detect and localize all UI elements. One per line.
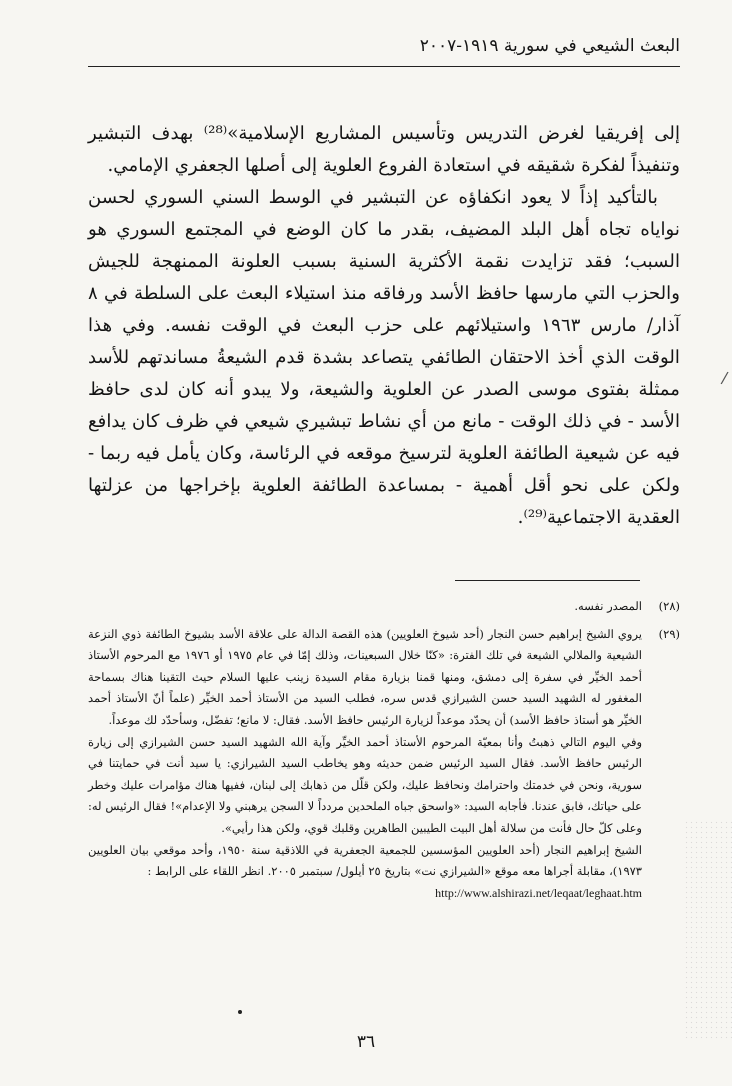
running-title: البعث الشيعي في سورية ١٩١٩-٢٠٠٧ bbox=[419, 36, 680, 56]
footnote-rule bbox=[455, 580, 640, 581]
footnote-body bbox=[88, 624, 642, 905]
running-header bbox=[0, 30, 732, 64]
footnote bbox=[88, 596, 680, 618]
footnote-number: (٢٨) bbox=[658, 599, 680, 613]
footnote-paragraph: يروي الشيخ إبراهيم حسن النجار (أحد شيوخ العلويين) هذه القصة الدالة على علاقة الأسد بشيوخ الطائفة ذوي النزعة الشيعية والملالي الشيعة في تلك الفترة: «كنّا خلال السبعينات، وذلك إمّا في عام ١٩٧٥ أو ١٩٧٦ مع المرحوم الأستاذ أحمد الخيِّر في سفرة إلى دمشق، ومنها قمنا بزيارة مقام السيدة زينب عليها السلام حيث التقينا هناك بسماحة المغفور له الشهيد السيد حسن الشيرازي قدس سره، فطلب السيد من الأستاذ أحمد الخيِّر (علماً أنّ الأستاذ أحمد الخيِّر هو أستاذ حافظ الأسد) أن يحدّد موعداً لزيارة الرئيس حافظ الأسد. فقال: لا مانع؛ تفضّل، وسأحدّد لك موعداً. bbox=[88, 626, 642, 727]
footnote-number: (٢٩) bbox=[658, 626, 680, 641]
header-rule bbox=[88, 66, 680, 67]
page-number: ٣٦ bbox=[356, 1032, 376, 1052]
footnotes bbox=[88, 596, 680, 910]
body-text bbox=[88, 118, 680, 534]
footnote bbox=[88, 624, 680, 905]
footnote-url: http://www.alshirazi.net/leqaat/leghaat.htm bbox=[435, 885, 642, 900]
footnote-paragraph: الشيخ إبراهيم النجار (أحد العلويين المؤسسين للجمعية الجعفرية في اللاذقية سنة ١٩٥٠، وأحد موقعي بيان العلويين ١٩٧٣)، مقابلة أجراها معه موقع «الشيرازي نت» بتاريخ ٢٥ أيلول/ سبتمبر ٢٠٠٥. انظر اللقاء على الرابط : bbox=[88, 842, 642, 879]
footnote-paragraph: المصدر نفسه. bbox=[574, 599, 642, 613]
body-paragraph: إلى إفريقيا لغرض التدريس وتأسيس المشاريع الإسلامية»⁽²⁸⁾ بهدف التبشير وتنفيذاً لفكرة شقيقه في استعادة الفروع العلوية إلى أصلها الجعفري الإمامي. bbox=[88, 123, 680, 176]
footnote-body bbox=[88, 596, 642, 618]
footnote-paragraph: وفي اليوم التالي ذهبتُ وأنا بمعيّة المرحوم الأستاذ أحمد الخيِّر وآية الله الشهيد السيد حسن الشيرازي إلى زيارة الرئيس حافظ الأسد. فقال السيد الرئيس ضمن حديثه وهو يخاطب السيد الشيرازي: يا سيد أنت في حمايتنا في سورية، ونحن في خدمتك واحترامك ونحافظ عليك، ولكن قلّل من ذهابك إلى لبنان، ففيها هناك مؤامرات عليك وخطر على حياتك، فابق عندنا. فأجابه السيد: «واسحق جباه الملحدين مردداً لا السجن يرهبني ولا الإعدام»! فقال الرئيس له: وعلى كلّ حال فأنت من سلالة أهل البيت الطيبين الطاهرين وقلبك قوي، ولكن هذا رأيي». bbox=[88, 734, 643, 835]
margin-pencil-mark: / bbox=[720, 367, 730, 388]
ink-dot bbox=[238, 1010, 242, 1014]
scan-speckle bbox=[684, 820, 732, 1040]
body-paragraph: بالتأكيد إذاً لا يعود انكفاؤه عن التبشير في الوسط السني السوري لحسن نواياه تجاه أهل البلد المضيف، بقدر ما كان الوضع في المجتمع السوري هو السبب؛ فقد تزايدت نقمة الأكثرية السنية بسبب العلونة الممنهجة للجيش والحزب التي مارسها حافظ الأسد ورفاقه منذ استيلاء البعث على السلطة في ٨ آذار/ مارس ١٩٦٣ واستيلائهم على حزب البعث في الوقت نفسه. وفي هذا الوقت الذي أخذ الاحتقان الطائفي يتصاعد بشدة قدم الشيعةُ مساندتهم للأسد ممثلة بفتوى موسى الصدر عن العلوية والشيعة، ولا يبدو أنه كان لدى حافظ الأسد - في ذلك الوقت - مانع من أي نشاط تبشيري شيعي في ظرف كان يدافع فيه عن شيعية الطائفة العلوية لترسيخ موقعه في الرئاسة، وكان يأمل فيه ربما - ولكن على نحو أقل أهمية - بمساعدة الطائفة العلوية بإخراجها من عزلتها العقدية الاجتماعية⁽²⁹⁾. bbox=[88, 187, 680, 528]
